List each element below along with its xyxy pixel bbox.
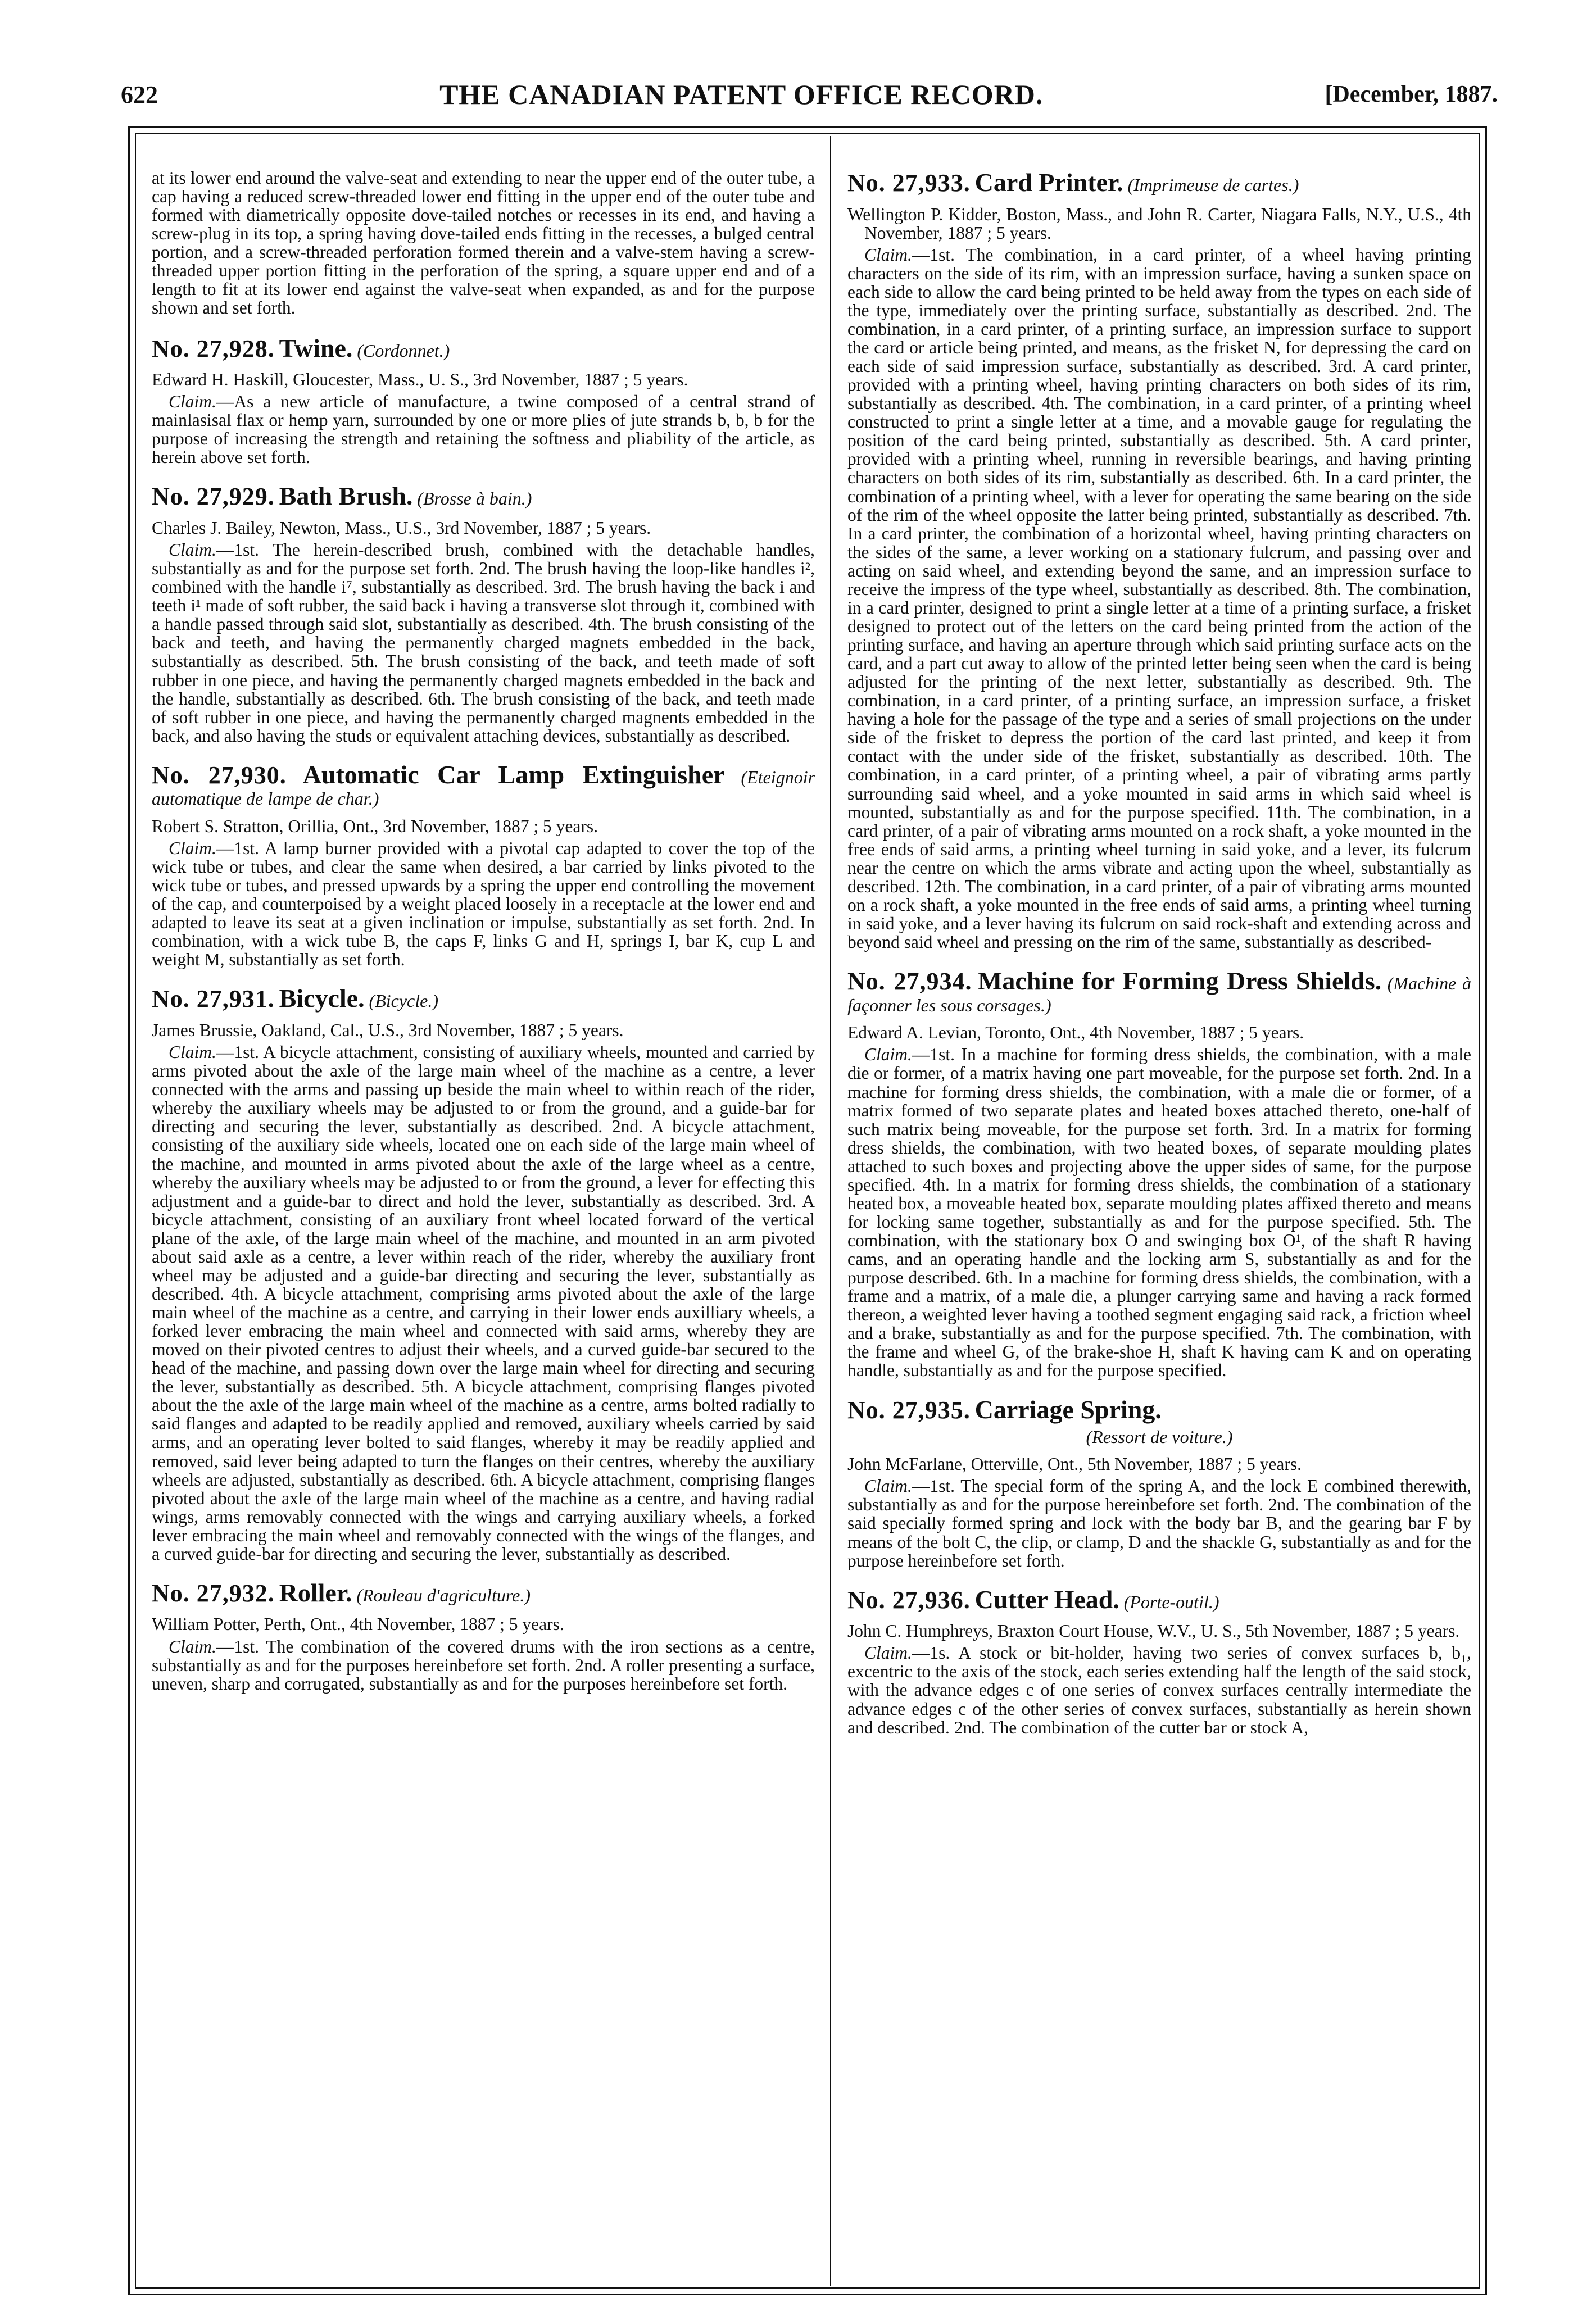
patent-french-title: (Brosse à bain.) [417,488,532,509]
patent-heading [152,482,815,511]
patent-title: Roller. [279,1578,352,1607]
patent-french-title: (Rouleau d'agriculture.) [356,1585,531,1605]
patent-title: Bath Brush. [279,482,413,511]
patent-claims [847,1644,1471,1736]
patent-heading [152,984,815,1013]
patent-claims [152,1637,815,1693]
patent-inventor: Wellington P. Kidder, Boston, Mass., and John R. Carter, Niagara Falls, N.Y., U.S., 4th November, 1887 ; 5 years. [847,204,1471,243]
issue-date: [December, 1887. [1325,81,1498,107]
patent-claims [152,392,815,466]
patent-french-title: (Porte-outil.) [1123,1591,1219,1612]
claim-lead: Claim. [864,1476,912,1496]
patent-entry-27928 [152,334,815,467]
patent-heading [847,967,1471,1015]
patent-number: No. 27,933. [847,169,971,197]
patent-claims [152,839,815,969]
journal-title: THE CANADIAN PATENT OFFICE RECORD. [439,79,1044,110]
claims-text: —1st. The combination, in a card printer, of a wheel having printing characters on the side of its rim, with an impression surface, having a sunken space on each side to allow the card being printed to be held away from the types on each side of the type, immediately over the printing surface, substantially as described. 2nd. The combination, in a card printer, of a printing surface, an impression surface to support the card or article being printed, and means, as the frisket N, for depressing the card on each side of said impression surface, substantially as described. 3rd. A card printer, provided with a printing wheel, having printing characters on both sides of its rim, substantially as described. 4th. The combination, in a card printer, of a printing wheel constructed to print a single letter at a time, and a movable gauge for regulating the position of the card being printed, substantially as described. 5th. A card printer, provided with a printing wheel, running in reversible bearings, and having printing characters on both sides of its rim, substantially as described. 6th. In a card printer, the combination of a printing wheel, with a lever for operating the same bearing on the side of the rim of the wheel opposite the latter being printed, substantially as described. 7th. In a card printer, the combination of a horizontal wheel, having printing characters on the sides of the same, a lever working on a stationary fulcrum, and passing over and acting on said wheel, and extending beyond the same, and an impression surface to receive the impress of the type wheel, substantially as described. 8th. The combination, in a card printer, designed to print a single letter at a time of a printing surface, a frisket designed to protect out of the letters on the card being printed from the action of the printing surface, and having an aperture through which said printing surface acts on the card, and a part cut away to allow of the printed letter being seen when the card is being adjusted for the printing of the next letter, substantially as described. 9th. The combination, in a card printer, of a printing surface, an impression surface, a frisket having a hole for the passage of the type and a series of small projections on the under side of the frisket to depress the portion of the card last printed, and keep it from contact with the under side of the frisket, substantially as described. 10th. The combination, in a card printer, of a printing wheel, a pair of vibrating arms partly surrounding said wheel, and a yoke mounted in said arms in which said wheel is mounted, substantially as and for the purpose specified. 11th. The combination, in a card printer, of a pair of vibrating arms mounted on a rock shaft, a yoke mounted in the free ends of said arms, a printing wheel turning in said yoke, and a lever, its fulcrum near the centre on which the arms vibrate and acting upon the wheel, substantially as described. 12th. The combination, in a card printer, of a pair of vibrating arms mounted on a rock shaft, a yoke mounted in the free ends of said arms, a printing wheel turning in said yoke, and a lever having its fulcrum on said rock-shaft and extending across and beyond said wheel and pressing on the rim of the same, substantially as described- [847,244,1471,952]
patent-heading [152,761,815,809]
claims-text: —As a new article of manufacture, a twine composed of a central strand of mainlasisal flax or hemp yarn, surrounded by one or more plies of jute strands b, b, b for the purpose of increasing the strength and retaining the softness and pliability of the article, as herein above set forth. [152,392,815,467]
patent-entry-27935 [847,1396,1471,1570]
patent-claims [152,1043,815,1563]
claims-text: —1s. A stock or bit-holder, having two series of convex surfaces b, b₁, excentric to the axis of the stock, each series extending half the length of the said stock, with the advance edges c of one series of convex surfaces centrally intermediate the advance edges c of the other series of convex surfaces, substantially as herein shown and described. 2nd. The combination of the cutter bar or stock A, [847,1643,1471,1737]
patent-heading [152,1579,815,1608]
patent-number: No. 27,934. [847,968,972,996]
patent-title: Automatic Car Lamp Extinguisher [302,760,725,789]
patent-inventor: John McFarlane, Otterville, Ont., 5th November, 1887 ; 5 years. [847,1454,1302,1474]
patent-entry-27933 [847,169,1471,951]
claims-text: —1st. The herein-described brush, combined with the detachable handles, substantially as and for the purpose set forth. 2nd. The brush having the loop-like handles i², combined with the handle i⁷, substantially as described. 3rd. The brush having the back i and teeth i¹ made of soft rubber, the said back i having a transverse slot through it, combined with a handle passed through said slot, substantially as described. 4th. The brush consisting of the back and teeth, and having the permanently charged magnets embedded in the back, substantially as described. 5th. The brush consisting of the back, and teeth made of soft rubber in one piece, and having the permanently charged magnets embedded in the back and the handle, substantially as described. 6th. The brush consisting of the back, and teeth made of soft rubber in one piece, and having the permanently charged magnents embedded in the back, and also having the studs or equivalent attaching devices, substantially as described. [152,540,815,746]
continued-claims-text: at its lower end around the valve-seat and extending to near the upper end of the outer tube, a cap having a reduced screw-threaded lower end fitting in the upper end of the outer tube and formed with diametrically opposite dove-tailed notches or recesses in its end, and having a screw-plug in its top, a spring having dove-tailed ends fitting in the recesses, a bulged central portion, and a screw-threaded perforation formed therein and a valve-stem having a screw-threaded upper portion fitting in the perforation of the spring, a square upper end and of a length to fit at its lower end against the valve-seat when expanded, as and for the purpose shown and set forth. [152,169,815,318]
claim-lead: Claim. [169,540,216,560]
right-column [847,169,1471,2281]
patent-title: Bicycle. [279,984,365,1013]
patent-title: Carriage Spring. [974,1395,1162,1424]
claim-lead: Claim. [864,1045,912,1065]
patent-inventor: John C. Humphreys, Braxton Court House, W.V., U. S., 5th November, 1887 ; 5 years. [847,1621,1460,1641]
patent-inventor: James Brussie, Oakland, Cal., U.S., 3rd November, 1887 ; 5 years. [152,1020,624,1041]
running-head [121,72,1498,117]
patent-entry-27931 [152,984,815,1563]
patent-french-title: (Cordonnet.) [357,340,450,361]
claim-lead: Claim. [169,1636,216,1656]
patent-number: No. 27,931. [152,985,275,1013]
patent-inventor: Edward A. Levian, Toronto, Ont., 4th November, 1887 ; 5 years. [847,1023,1304,1043]
patent-entry-27930 [152,761,815,969]
patent-heading [152,334,815,363]
claim-lead: Claim. [169,1042,216,1063]
patent-number: No. 27,928. [152,334,275,362]
patent-inventor: William Potter, Perth, Ont., 4th November, 1887 ; 5 years. [152,1614,564,1635]
patent-entry-27934 [847,967,1471,1379]
claims-text: —1st. The combination of the covered drums with the iron sections as a centre, substantially as and for the purposes hereinbefore set forth. 2nd. A roller presenting a surface, uneven, sharp and corrugated, substantially as and for the purposes hereinbefore set forth. [152,1636,815,1694]
column-divider [830,136,831,2286]
patent-french-title: (Eteignoir automatique de lampe de char.) [152,766,815,809]
patent-heading [847,1586,1471,1614]
patent-claims [847,1045,1471,1379]
patent-title: Twine. [279,333,353,362]
patent-heading [847,169,1471,197]
patent-number: No. 27,936. [847,1586,971,1614]
claim-lead: Claim. [169,838,216,859]
patent-entry-27932 [152,1579,815,1693]
patent-heading [847,1396,1471,1447]
patent-inventor: Edward H. Haskill, Gloucester, Mass., U. S., 3rd November, 1887 ; 5 years. [152,370,688,390]
patent-french-title: (Ressort de voiture.) [1086,1427,1233,1447]
claim-lead: Claim. [864,244,912,265]
patent-claims [847,1477,1471,1569]
patent-title: Cutter Head. [974,1585,1119,1614]
patent-french-title: (Bicycle.) [369,991,438,1011]
patent-french-title: (Imprimeuse de cartes.) [1127,175,1299,195]
patent-number: No. 27,935. [847,1396,971,1424]
patent-claims [847,246,1471,951]
claims-text: —1st. A lamp burner provided with a pivotal cap adapted to cover the top of the wick tube or tubes, and clear the same when desired, a bar carried by links pivoted to the wick tube or tubes, and pressed upwards by a spring the upper end controlling the movement of the cap, and counterpoised by a weight placed loosely in a receptacle at the lower end and adapted to leave its seat at a given inclination or impulse, substantially as set forth. 2nd. In combination, with a wick tube B, the caps F, links G and H, springs I, bar K, cup L and weight M, substantially as set forth. [152,838,815,970]
patent-french-title: (Machine à façonner les sous corsages.) [847,973,1471,1015]
claims-text: —1st. A bicycle attachment, consisting of auxiliary wheels, mounted and carried by arms pivoted about the axle of the large main wheel of the machine as a centre, a lever connected with the arms and passing up beside the main wheel to within reach of the rider, whereby the auxiliary wheels may be adjusted to or from the ground, and a guide-bar for directing and securing the lever, substantially as described. 2nd. A bicycle attachment, consisting of the auxiliary side wheels, located one on each side of the large main wheel of the machine, and mounted in arms pivoted about the axle of the large wheel as a centre, whereby the auxiliary wheels may be adjusted to or from the ground, a lever for effecting this adjustment and a guide-bar to direct and hold the lever, substantially as described. 3rd. A bicycle attachment, consisting of an auxiliary front wheel located forward of the vertical plane of the axle, of the large main wheel of the machine, and mounted in an arm pivoted about said axle as a centre, a lever within reach of the rider, whereby the auxiliary front wheel may be adjusted and a guide-bar directing and securing the lever, substantially as described. 4th. A bicycle attachment, comprising arms pivoted about the axle of the large main wheel of the machine as a centre, and carrying in their lower ends auxilliary wheels, a forked lever embracing the main wheel and connected with said arms, whereby they are moved on their pivoted centres to adjust their wheels, and a curved guide-bar secured to the head of the machine, and passing down over the large main wheel for directing and securing the lever, substantially as described. 5th. A bicycle attachment, comprising flanges pivoted about the the axle of the large main wheel of the machine as a centre, arms bolted radially to said flanges and adapted to be readily applied and removed, auxiliary wheels carried by said arms, and an operating lever bolted to said flanges, whereby it may be readily applied and removed, said lever being adapted to turn the flanges on their centres, whereby the auxiliary wheels are adjusted, substantially as described. 6th. A bicycle attachment, comprising flanges pivoted about the axle of the large main wheel of the machine as a centre, and having radial wings, arms removably connected with the wings and carrying auxiliary wheels, a forked lever embracing the main wheel and removably connected with the wings of the flanges, and a curved guide-bar for directing and securing the lever, substantially as described. [152,1042,815,1564]
left-column [152,169,815,2281]
patent-number: No. 27,929. [152,483,275,511]
patent-number: No. 27,930. [152,761,287,789]
page-number: 622 [121,80,158,108]
patent-number: No. 27,932. [152,1579,275,1607]
claims-text: —1st. In a machine for forming dress shields, the combination, with a male die or former, of a matrix having one part moveable, for the purpose set forth. 2nd. In a machine for forming dress shields, the combination, with a male die or former, of a matrix formed of two separate plates and heated boxes attached thereto, one-half of such matrix being moveable, for the purpose set forth. 3rd. In a matrix for forming dress shields, the combination, with two heated boxes, of separate moulding plates attached to such boxes and projecting above the upper sides of same, for the purpose specified. 4th. In a matrix for forming dress shields, the combination of a stationary heated box, a moveable heated box, separate moulding plates affixed thereto and means for locking same together, substantially as and for the purpose specified. 5th. The combination, with the stationary box O and swinging box O¹, of the shaft R having cams, and an operating handle and the locking arm S, substantially as and for the purpose described. 6th. In a machine for forming dress shields, the combination, with a frame and a matrix, of a male die, a plunger carrying same and having a rack formed thereon, a weighted lever having a toothed segment engaging said rack, a friction wheel and a brake, substantially as and for the purpose specified. 7th. The combination, with the frame and wheel G, of the brake-shoe H, shaft K having cam K and on operating handle, substantially as and for the purpose specified. [847,1045,1471,1381]
claim-lead: Claim. [169,392,216,412]
claims-text: —1st. The special form of the spring A, and the lock E combined therewith, substantially as and for the purpose hereinbefore set forth. 2nd. The combination of the said specially formed spring and lock with the body bar B, and the gearing bar F by means of the bolt C, the clip, or clamp, D and the shackle G, substantially as and for the purpose hereinbefore set forth. [847,1476,1471,1570]
patent-title: Card Printer. [974,169,1123,197]
patent-inventor: Charles J. Bailey, Newton, Mass., U.S., 3rd November, 1887 ; 5 years. [152,518,651,538]
patent-title: Machine for Forming Dress Shields. [978,966,1382,996]
patent-claims [152,541,815,745]
patent-entry-27929 [152,482,815,745]
patent-inventor: Robert S. Stratton, Orillia, Ont., 3rd November, 1887 ; 5 years. [152,816,598,836]
patent-entry-27936 [847,1586,1471,1737]
claim-lead: Claim. [864,1643,912,1663]
